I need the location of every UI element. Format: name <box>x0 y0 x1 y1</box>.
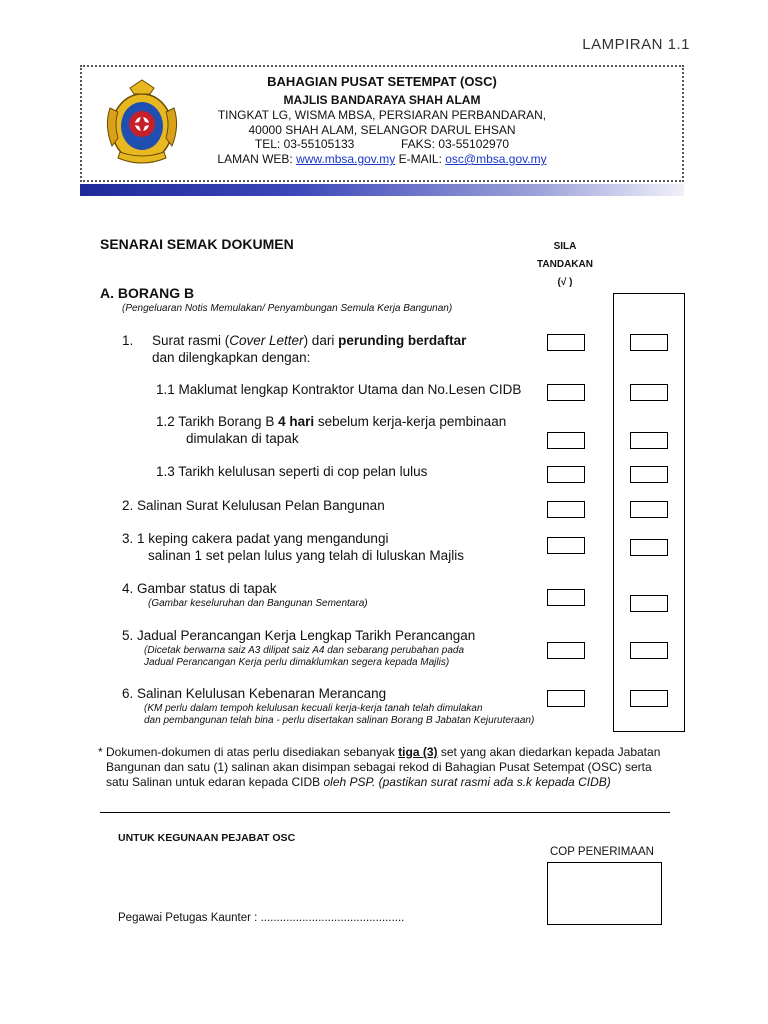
header-color-band <box>80 184 684 196</box>
footnote-part-b: tiga (3) <box>398 745 438 759</box>
tick-line-1: SILA <box>553 241 577 252</box>
footnote-line-3 <box>98 775 698 790</box>
item-5-note-1: (Dicetak berwarna saiz A3 dilipat saiz A4 dan sebarang perubahan pada <box>144 645 465 656</box>
footnote-part-3a: satu Salinan untuk edaran kepada CIDB <box>106 775 324 789</box>
item-4-text: 4. Gambar status di tapak <box>122 581 277 596</box>
office-checkbox-item-1[interactable] <box>630 334 668 351</box>
footnote-part-c: set yang akan diedarkan kepada Jabatan <box>437 745 661 759</box>
item-6-note-1: (KM perlu dalam tempoh kelulusan kecuali kerja-kerja tanah telah dimulakan <box>144 703 483 714</box>
council-crest-logo <box>96 78 188 168</box>
annex-label: LAMPIRAN 1.1 <box>582 36 690 53</box>
item-1-3-text: 1.3 Tarikh kelulusan seperti di cop pelan lulus <box>156 464 428 479</box>
item-6-text: 6. Salinan Kelulusan Kebenaran Merancang <box>122 686 387 701</box>
item-1-2-text <box>156 414 506 429</box>
receipt-stamp-label: COP PENERIMAAN <box>550 846 654 858</box>
tick-line-2: TANDAKAN <box>537 259 593 270</box>
section-a-note: (Pengeluaran Notis Memulakan/ Penyambungan Semula Kerja Bangunan) <box>122 303 453 314</box>
tick-instruction <box>520 238 610 292</box>
item-1-part-c: ) dari <box>303 333 339 348</box>
footnote-line-1 <box>98 745 698 760</box>
org-name: BAHAGIAN PUSAT SETEMPAT (OSC) <box>267 74 497 89</box>
checkbox-item-3[interactable] <box>547 537 585 554</box>
email-link[interactable]: osc@mbsa.gov.my <box>445 152 547 166</box>
item-4-note: (Gambar keseluruhan dan Bangunan Sementara) <box>148 598 368 609</box>
office-checkbox-item-4[interactable] <box>630 595 668 612</box>
checkbox-item-1-2[interactable] <box>547 432 585 449</box>
checkbox-item-4[interactable] <box>547 589 585 606</box>
counter-officer-line <box>118 912 404 924</box>
office-checkbox-item-6[interactable] <box>630 690 668 707</box>
item-3-line-1: 3. 1 keping cakera padat yang mengandungi <box>122 531 389 546</box>
item-6-note-2: dan pembangunan telah bina - perlu disertakan salinan Borang B Jabatan Kejuruteraan) <box>144 715 535 726</box>
item-1-part-a: Surat rasmi ( <box>152 333 230 348</box>
checkbox-item-6[interactable] <box>547 690 585 707</box>
item-3-line-2: salinan 1 set pelan lulus yang telah di luluskan Majlis <box>148 548 464 563</box>
fax: FAKS: 03-55102970 <box>401 137 510 151</box>
email-label: E-MAIL: <box>395 152 446 166</box>
office-use-label: UNTUK KEGUNAAN PEJABAT OSC <box>118 832 296 844</box>
checkbox-item-1-1[interactable] <box>547 384 585 401</box>
checkbox-item-1[interactable] <box>547 334 585 351</box>
checkbox-item-2[interactable] <box>547 501 585 518</box>
item-1-number: 1. <box>122 333 134 348</box>
item-1-part-d: perunding berdaftar <box>338 333 467 348</box>
web-label: LAMAN WEB: <box>217 152 297 166</box>
office-checkbox-item-1-3[interactable] <box>630 466 668 483</box>
phone: TEL: 03-55105133 <box>254 137 355 151</box>
receipt-stamp-box <box>547 862 662 925</box>
section-a-heading: A. BORANG B <box>100 285 195 301</box>
item-1-part-b: Cover Letter <box>229 333 304 348</box>
office-checkbox-item-5[interactable] <box>630 642 668 659</box>
item-5-note-2: Jadual Perancangan Kerja perlu dimaklumkan segera kepada Majlis) <box>144 657 450 668</box>
tick-line-3: (√ ) <box>557 277 573 288</box>
footnote <box>98 745 698 790</box>
item-1-2-line-2: dimulakan di tapak <box>186 431 299 446</box>
footnote-part-3b: oleh PSP. (pastikan surat rasmi ada s.k kepada CIDB) <box>323 775 611 789</box>
checkbox-item-5[interactable] <box>547 642 585 659</box>
item-1-2-part-b: 4 hari <box>278 414 315 429</box>
item-1-line-2: dan dilengkapkan dengan: <box>152 350 311 365</box>
office-checkbox-item-1-1[interactable] <box>630 384 668 401</box>
address-line-1: TINGKAT LG, WISMA MBSA, PERSIARAN PERBANDARAN, <box>217 108 547 122</box>
item-1-1-text: 1.1 Maklumat lengkap Kontraktor Utama dan No.Lesen CIDB <box>156 382 522 397</box>
document-title: SENARAI SEMAK DOKUMEN <box>100 236 294 252</box>
website-link[interactable]: www.mbsa.gov.my <box>296 152 396 166</box>
footnote-part-a: * Dokumen-dokumen di atas perlu disediakan sebanyak <box>98 745 399 759</box>
address-line-2: 40000 SHAH ALAM, SELANGOR DARUL EHSAN <box>248 123 516 137</box>
counter-officer-field[interactable]: : ............................................. <box>250 912 405 924</box>
checkbox-item-1-3[interactable] <box>547 466 585 483</box>
council-name: MAJLIS BANDARAYA SHAH ALAM <box>283 93 481 107</box>
counter-officer-label: Pegawai Petugas Kaunter <box>118 912 251 924</box>
office-checkbox-item-1-2[interactable] <box>630 432 668 449</box>
section-divider <box>100 812 670 813</box>
footnote-line-2: Bangunan dan satu (1) salinan akan disimpan sebagai rekod di Bahagian Pusat Setempat (OSC) serta <box>106 760 652 774</box>
office-checkbox-item-2[interactable] <box>630 501 668 518</box>
item-2-text: 2. Salinan Surat Kelulusan Pelan Bangunan <box>122 498 385 513</box>
item-5-text: 5. Jadual Perancangan Kerja Lengkap Tarikh Perancangan <box>122 628 476 643</box>
item-1-text <box>152 333 466 348</box>
item-1-2-part-a: 1.2 Tarikh Borang B <box>156 414 279 429</box>
item-1-2-part-c: sebelum kerja-kerja pembinaan <box>314 414 507 429</box>
office-checkbox-item-3[interactable] <box>630 539 668 556</box>
